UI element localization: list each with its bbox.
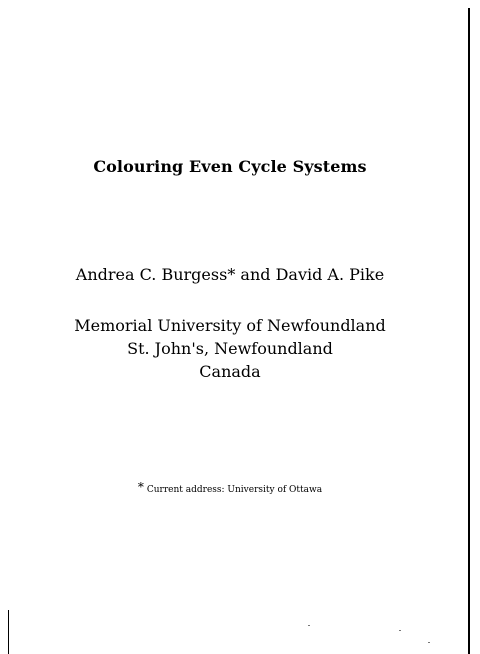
scan-speck (308, 625, 310, 626)
author-list: Andrea C. Burgess* and David A. Pike (75, 265, 385, 284)
page-edge-rule (468, 8, 470, 654)
scan-speck (428, 642, 430, 643)
affiliation-block (0, 314, 460, 383)
margin-mark (8, 610, 9, 654)
affiliation-line: Canada (199, 362, 261, 381)
affiliation-line: Memorial University of Newfoundland (74, 316, 386, 335)
footnote-marker: * (137, 480, 144, 494)
paper-title: Colouring Even Cycle Systems (93, 157, 367, 176)
affiliation-line: St. John's, Newfoundland (127, 339, 333, 358)
footnote (0, 480, 460, 495)
scan-speck (399, 630, 401, 631)
footnote-text: Current address: University of Ottawa (146, 485, 323, 495)
